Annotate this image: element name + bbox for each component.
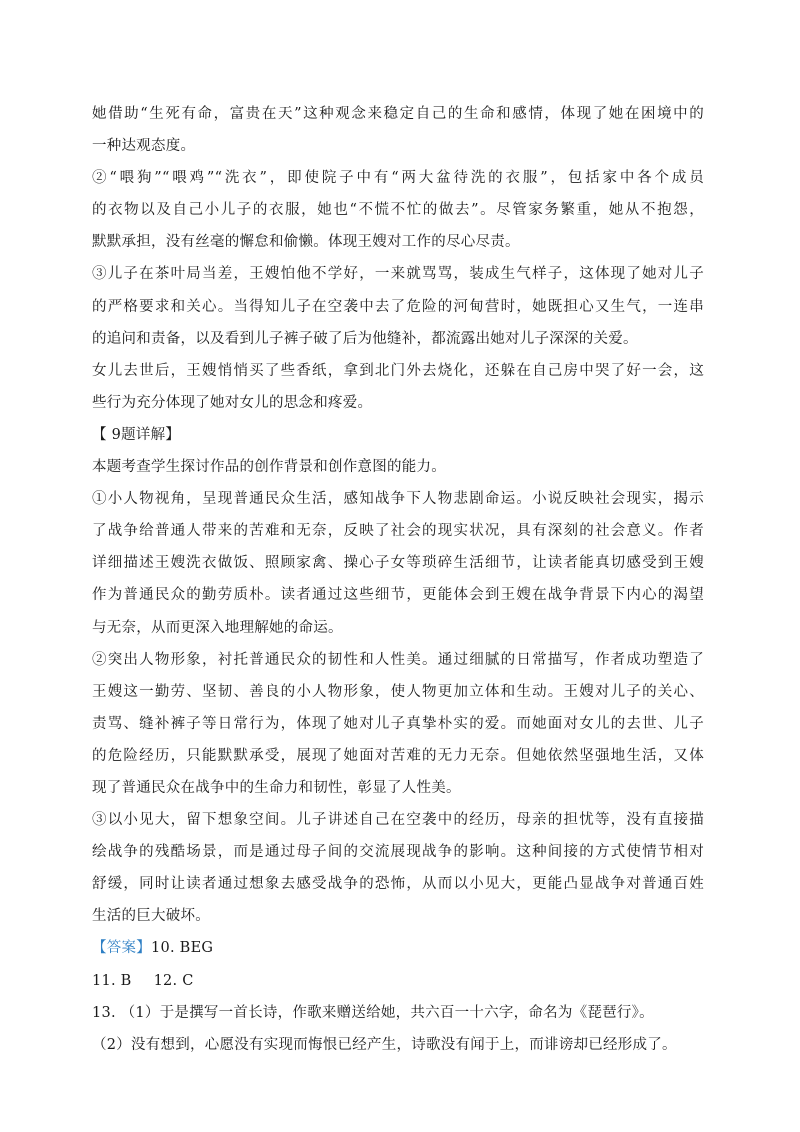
paragraph-line: 王嫂这一勤劳、坚韧、善良的小人物形象，使人物更加立体和生动。王嫂对儿子的关心、 xyxy=(92,683,704,700)
paragraph-line: 的严格要求和关心。当得知儿子在空袭中去了危险的河甸营时，她既担心又生气，一连串 xyxy=(92,298,704,315)
paragraph-line: 舒缓，同时让读者通过想象去感受战争的恐怖，从而以小见大，更能凸显战争对普通百姓 xyxy=(92,876,704,893)
paragraph-line: 的衣物以及自己小儿子的衣服，她也“不慌不忙的做去”。尽管家务繁重，她从不抱怨， xyxy=(92,202,704,219)
paragraph-line: 女儿去世后，王嫂悄悄买了些香纸，拿到北门外去烧化，还躲在自己房中哭了好一会，这 xyxy=(92,362,704,379)
document-body xyxy=(92,98,704,1061)
paragraph-line: 现了普通民众在战争中的生命力和韧性，彰显了人性美。 xyxy=(92,779,461,796)
section-heading: 【 9题详解】 xyxy=(92,426,181,443)
answer-label: 【答案】 xyxy=(92,940,151,957)
answer-q12: 12. C xyxy=(153,972,194,989)
paragraph-line: ②突出人物形象，衬托普通民众的韧性和人性美。通过细腻的日常描写，作者成功塑造了 xyxy=(92,651,704,668)
paragraph-line: 些行为充分体现了她对女儿的思念和疼爱。 xyxy=(92,394,373,411)
answer-line xyxy=(92,965,704,997)
answer-line xyxy=(92,932,704,964)
paragraph-line: 一种达观态度。 xyxy=(92,138,196,155)
paragraph-line: ①小人物视角，呈现普通民众生活，感知战争下人物悲剧命运。小说反映社会现实，揭示 xyxy=(92,491,704,508)
answer-q10: 10. BEG xyxy=(151,940,214,957)
paragraph-line: 详细描述王嫂洗衣做饭、照顾家禽、操心子女等琐碎生活细节，让读者能真切感受到王嫂 xyxy=(92,555,704,572)
paragraph-line: 与无奈，从而更深入地理解她的命运。 xyxy=(92,619,343,636)
paragraph-line: 她借助“生死有命，富贵在天”这种观念来稳定自己的生命和感情，体现了她在困境中的 xyxy=(92,106,704,122)
answer-q11: 11. B xyxy=(92,972,132,989)
paragraph-line: 责骂、缝补裤子等日常行为，体现了她对儿子真挚朴实的爱。而她面对女儿的去世、儿子 xyxy=(92,715,704,732)
paragraph-line: ③儿子在茶叶局当差，王嫂怕他不学好，一来就骂骂，装成生气样子，这体现了她对儿子 xyxy=(92,266,704,283)
answer-q13-part1: 13. （1）于是撰写一首长诗，作歌来赠送给她，共六百一十六字，命名为《琵琶行》。 xyxy=(92,1004,654,1021)
paragraph-line: 的追问和责备，以及看到儿子裤子破了后为他缝补，都流露出她对儿子深深的关爱。 xyxy=(92,330,638,347)
paragraph-line: 生活的巨大破坏。 xyxy=(92,908,210,925)
paragraph-line: 绘战争的残酷场景，而是通过母子间的交流展现战争的影响。这种间接的方式使情节相对 xyxy=(92,844,704,861)
paragraph-line: 的危险经历，只能默默承受，展现了她面对苦难的无力无奈。但她依然坚强地生活，又体 xyxy=(92,747,704,764)
paragraph-line: 作为普通民众的勤劳质朴。读者通过这些细节，更能体会到王嫂在战争背景下内心的渴望 xyxy=(92,587,704,604)
paragraph-line: 默默承担，没有丝毫的懈怠和偷懒。体现王嫂对工作的尽心尽责。 xyxy=(92,234,520,251)
paragraph-line: ③以小见大，留下想象空间。儿子讲述自己在空袭中的经历，母亲的担忧等，没有直接描 xyxy=(92,812,704,829)
paragraph-line: 了战争给普通人带来的苦难和无奈，反映了社会的现实状况，具有深刻的社会意义。作者 xyxy=(92,523,704,540)
answer-q13-part2: （2）没有想到，心愿没有实现而悔恨已经产生，诗歌没有闻于上，而诽谤却已经形成了。 xyxy=(92,1036,677,1053)
paragraph-line: 本题考查学生探讨作品的创作背景和创作意图的能力。 xyxy=(92,459,446,476)
paragraph-line: ②“喂狗”“喂鸡”“洗衣”，即使院子中有“两大盆待洗的衣服”，包括家中各个成员 xyxy=(92,170,704,187)
